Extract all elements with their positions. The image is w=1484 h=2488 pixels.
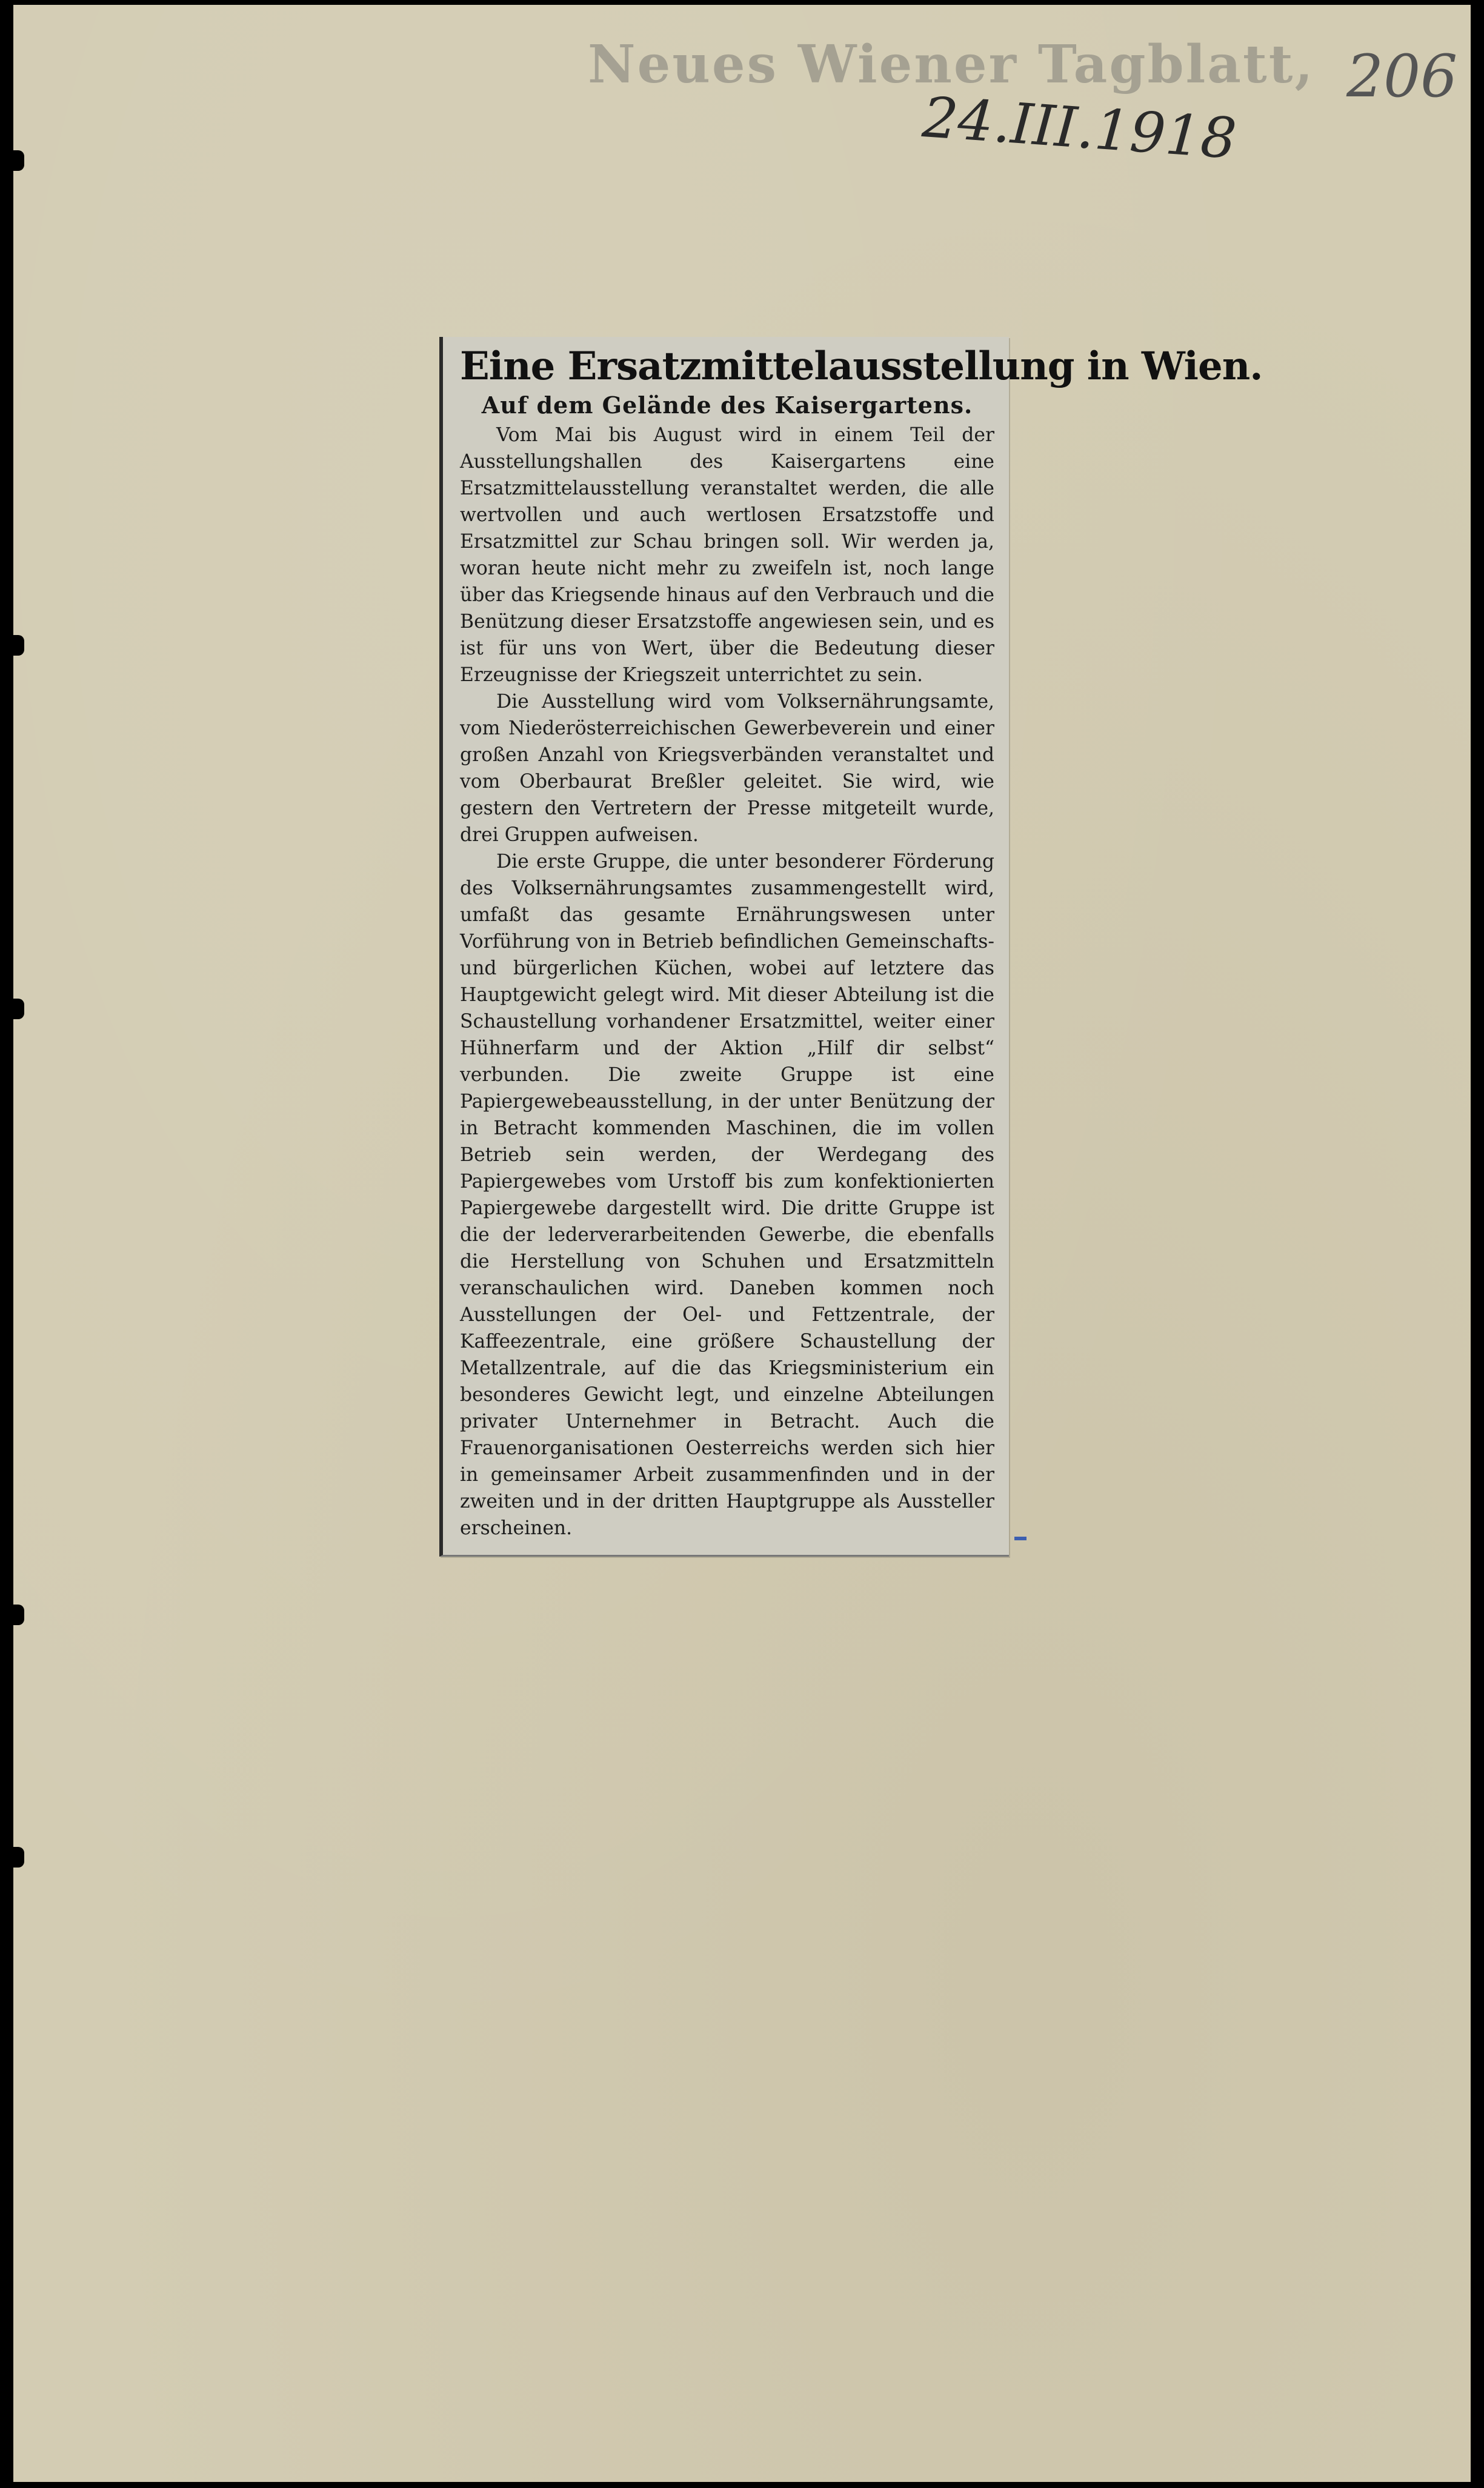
binding-hole [13,635,24,656]
article-subtitle: Auf dem Gelände des Kaisergartens. [481,391,973,419]
newspaper-clipping [439,337,1263,1557]
binding-hole [13,150,24,171]
newspaper-stamp: Neues Wiener Tagblatt, [588,34,1315,95]
handwritten-date: 24.III.1918 [920,85,1239,171]
archive-sheet [13,5,1471,2482]
article-paragraph: Die Ausstellung wird vom Volksernährungsamte, vom Niederösterreichischen Gewerbeverein und einer großen Anzahl von Kriegsverbänden veranstaltet und vom Oberbaurat Breßler geleitet. Sie wird, wie gestern den Vertretern der Presse mitgeteilt wurde, drei Gruppen aufweisen. [460,691,994,846]
binding-hole [13,1847,24,1868]
binding-hole [13,999,24,1019]
folio-number: 206 [1346,42,1458,110]
article-title: Eine Ersatzmittelausstellung in Wien. [460,344,1263,389]
blue-pencil-mark [1014,1537,1026,1540]
article-paragraph: Die erste Gruppe, die unter besonderer Förderung des Volksernährungsamtes zusammengestellt wird, umfaßt das gesamte Ernährungswesen unter Vorführung von in Betrieb befindlichen Gemeinschafts- und bürgerlichen Küchen, wobei auf letztere das Hauptgewicht gelegt wird. Mit dieser Abteilung ist die Schaustellung vorhandener Ersatzmittel, weiter einer Hühnerfarm und der Aktion „Hilf dir selbst“ verbunden. Die zweite Gruppe ist eine Papiergewebeausstellung, in der unter Benützung der in Betracht kommenden Maschinen, die im vollen Betrieb sein werden, der Werdegang des Papiergewebes vom Urstoff bis zum konfektionierten Papiergewebe dargestellt wird. Die dritte Gruppe ist die der lederverarbeitenden Gewerbe, die ebenfalls die Herstellung von Schuhen und Ersatzmitteln veranschaulichen wird. Daneben kommen noch Ausstellungen der Oel- und Fettzentrale, der Kaffeezentrale, eine größere Schaustellung der Metallzentrale, auf die das Kriegsministerium ein besonderes Gewicht legt, und einzelne Abteilungen privater Unternehmer in Betracht. Auch die Frauenorganisationen Oesterreichs werden sich hier in gemeinsamer Arbeit zusammenfinden und in der zweiten und in der dritten Hauptgruppe als Aussteller erscheinen. [460,851,994,1539]
article-paragraph: Vom Mai bis August wird in einem Teil der Ausstellungshallen des Kaisergartens eine Ersatzmittelausstellung veranstaltet werden, die alle wertvollen und auch wertlosen Ersatzstoffe und Ersatzmittel zur Schau bringen soll. Wir werden ja, woran heute nicht mehr zu zweifeln ist, noch lange über das Kriegsende hinaus auf den Verbrauch und die Benützung dieser Ersatzstoffe angewiesen sein, und es ist für uns von Wert, über die Bedeutung dieser Erzeugnisse der Kriegszeit unterrichtet zu sein. [460,424,994,686]
binding-hole [13,1605,24,1625]
